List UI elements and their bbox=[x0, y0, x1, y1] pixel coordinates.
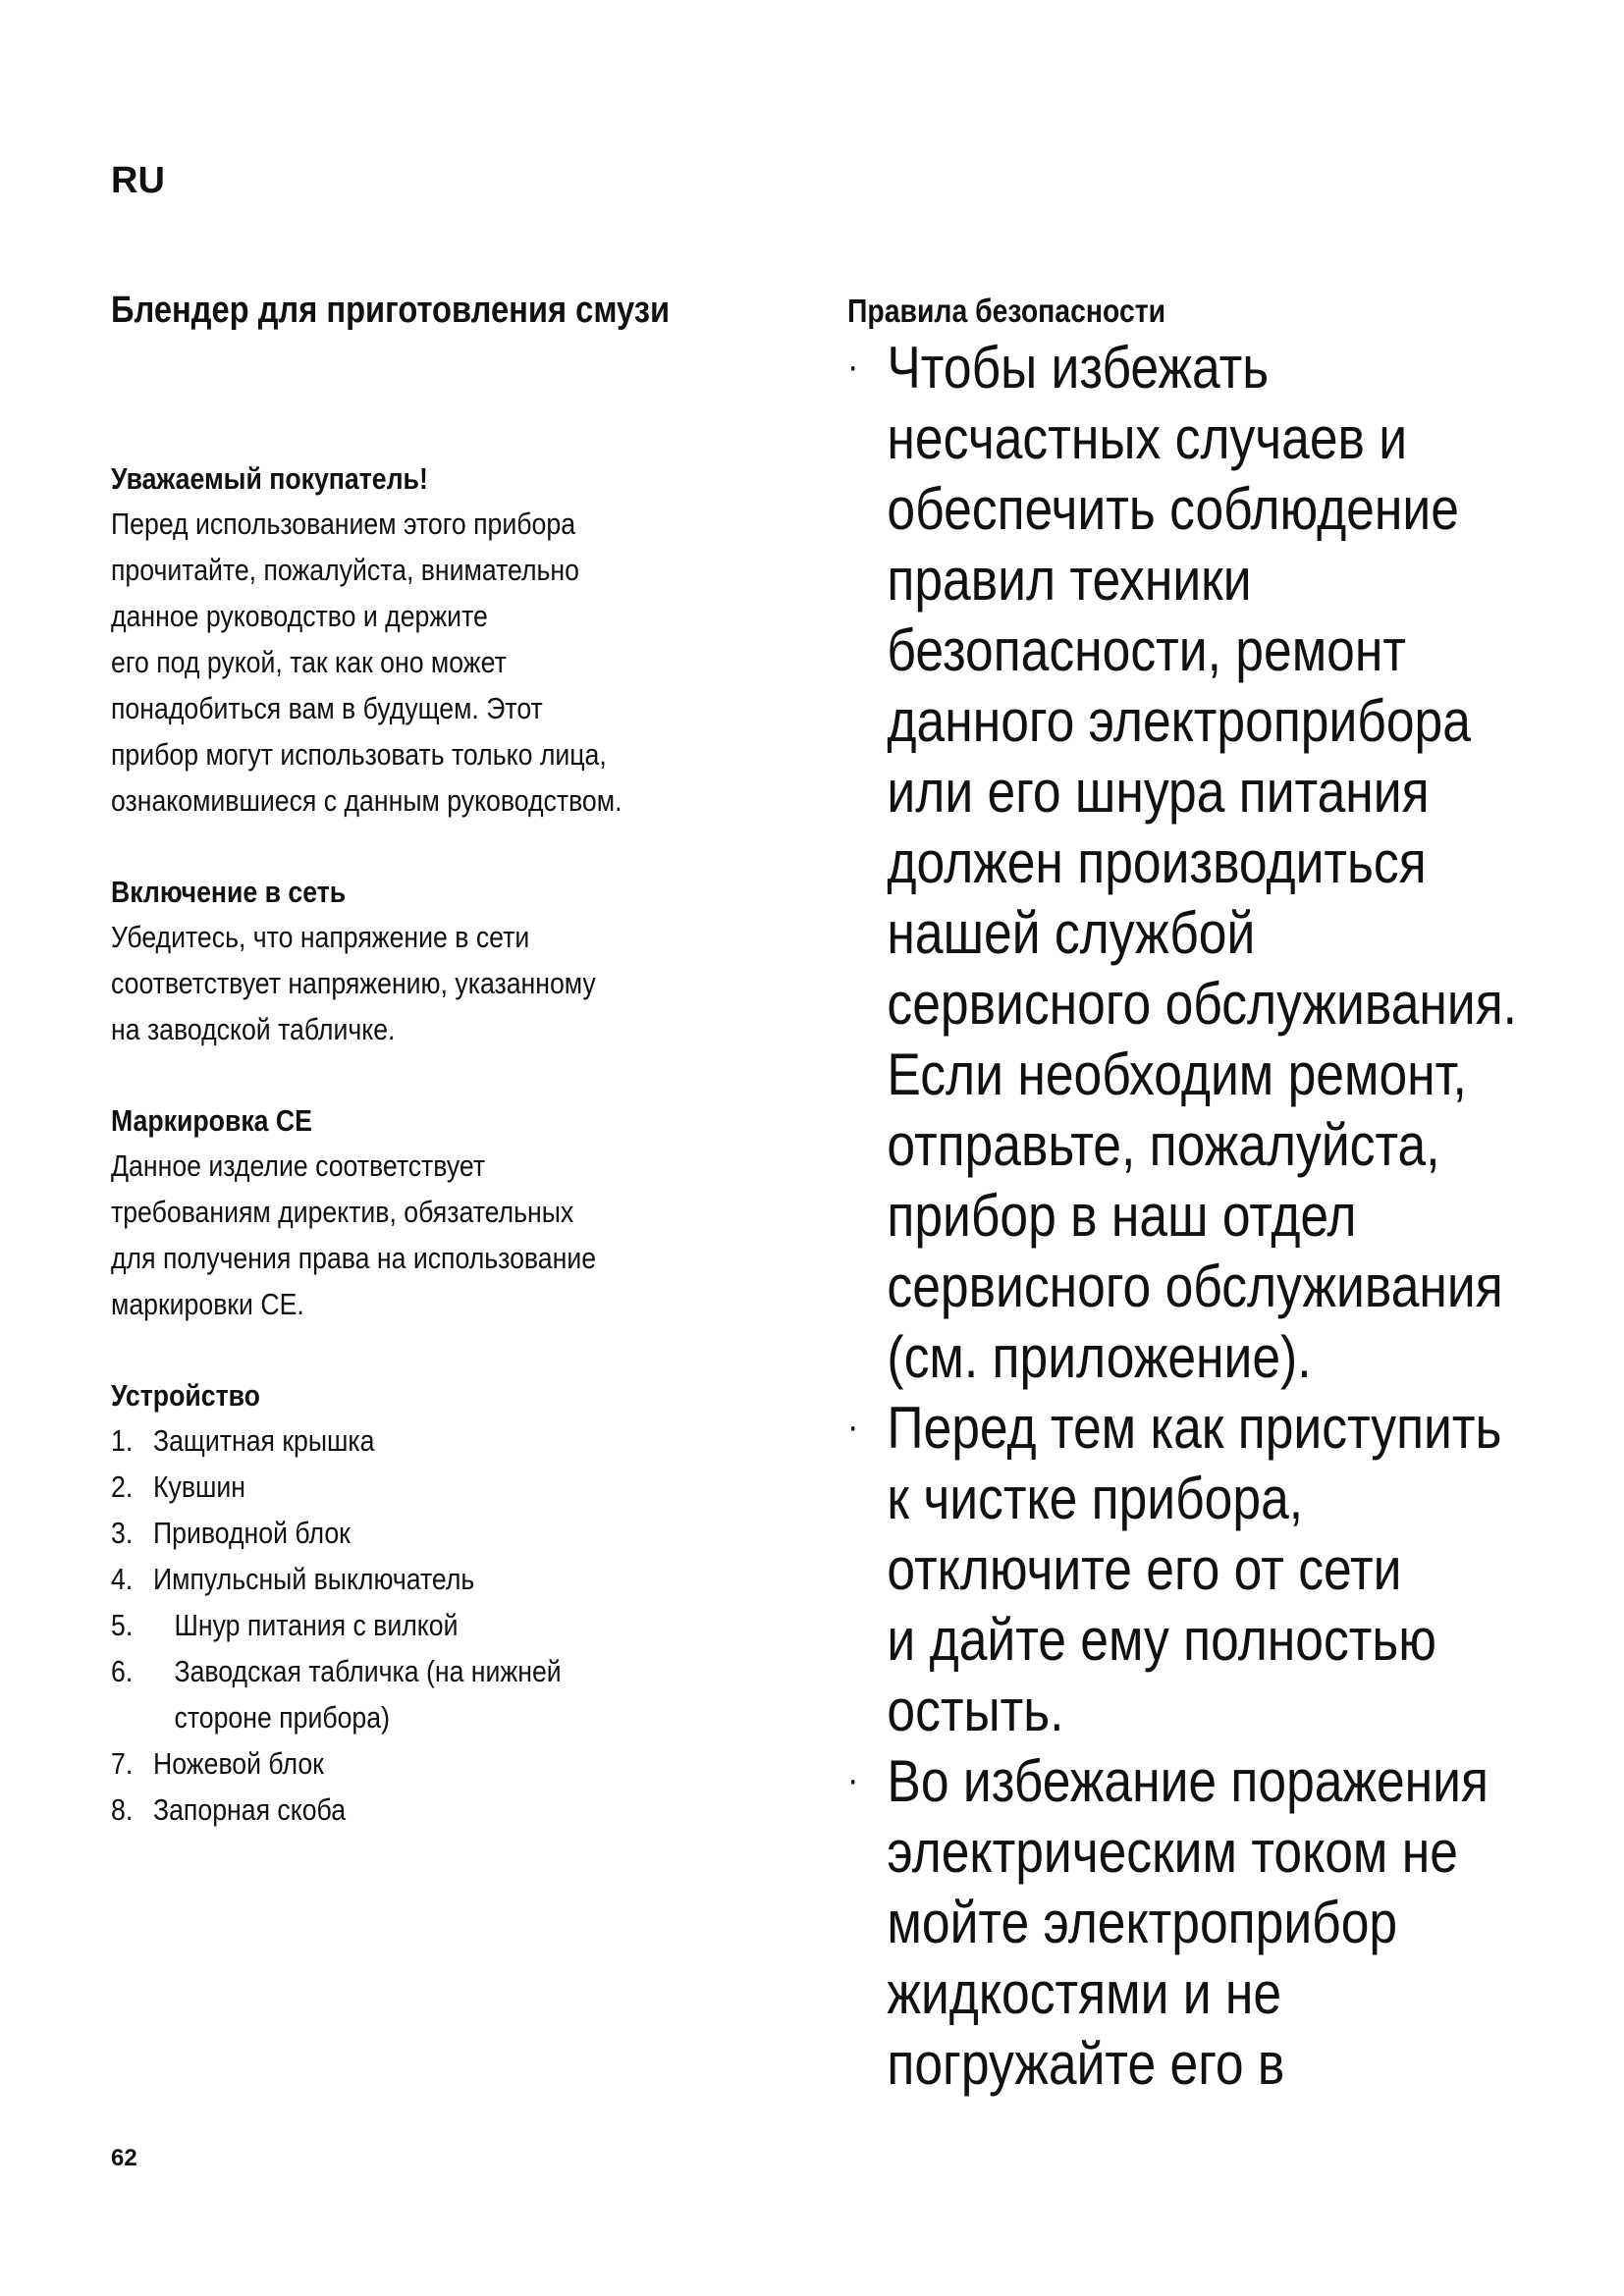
item-text: Ножевой блок bbox=[153, 1746, 324, 1781]
list-item bbox=[111, 1556, 753, 1602]
section-heading: Включение в сеть bbox=[111, 875, 347, 909]
list-item bbox=[111, 1417, 753, 1464]
section-body: Перед использованием этого прибора прочитайте, пожалуйста, внимательно данное руководство и держите его под рукой, так как оно может понадобиться вам в будущем. Этот прибор могут использовать только лица, ознакомившиеся с данным руководством. bbox=[111, 507, 623, 818]
safety-bullet-list bbox=[847, 333, 1607, 2100]
list-item bbox=[111, 1740, 753, 1787]
bullet-icon: · bbox=[847, 345, 859, 388]
section-body: Данное изделие соответствует требованиям директив, обязательных для получения права на использование маркировки CE. bbox=[111, 1148, 597, 1321]
device-parts-list bbox=[111, 1417, 753, 1833]
section-heading: Устройство bbox=[111, 1378, 260, 1413]
item-text: Заводская табличка (на нижней стороне прибора) bbox=[174, 1654, 562, 1735]
item-number: 4. bbox=[111, 1562, 134, 1596]
right-column bbox=[847, 290, 1624, 2100]
safety-heading: Правила безопасности bbox=[847, 293, 1166, 329]
right-column-content bbox=[847, 290, 1607, 2100]
list-item bbox=[111, 1510, 753, 1556]
section-power-connection bbox=[111, 871, 753, 1052]
item-text: Запорная скоба bbox=[153, 1792, 347, 1827]
bullet-icon: · bbox=[847, 1758, 859, 1801]
safety-bullet-item bbox=[847, 1746, 1607, 2100]
item-number: 3. bbox=[111, 1516, 134, 1550]
section-body: Убедитесь, что напряжение в сети соответствует напряжению, указанному на заводской табличке. bbox=[111, 920, 596, 1046]
section-heading: Уважаемый покупатель! bbox=[111, 461, 428, 496]
item-text: Шнур питания с вилкой bbox=[174, 1608, 459, 1642]
item-text: Кувшин bbox=[153, 1469, 246, 1504]
item-text: Защитная крышка bbox=[153, 1423, 375, 1458]
list-item bbox=[111, 1464, 753, 1510]
bullet-icon: · bbox=[847, 1405, 859, 1448]
bullet-text: Чтобы избежать несчастных случаев и обеспечить соблюдение правил техники безопасности, ремонт данного электроприбора или его шнура питания должен производиться нашей службой сервисного обслуживания. Если необходим ремонт, отправьте, пожалуйста, прибор в наш отдел сервисного обслуживания (см. приложение). bbox=[887, 335, 1517, 1390]
section-dear-customer bbox=[111, 457, 753, 824]
item-number: 6. bbox=[111, 1654, 134, 1688]
page-number: 62 bbox=[111, 2145, 137, 2171]
list-item bbox=[111, 1648, 753, 1740]
section-device bbox=[111, 1374, 753, 1833]
section-ce-marking bbox=[111, 1099, 753, 1327]
bullet-text: Перед тем как приступить к чистке прибора, отключите его от сети и дайте ему полностью остыть. bbox=[887, 1395, 1502, 1743]
item-text: Импульсный выключатель bbox=[153, 1562, 475, 1596]
list-item bbox=[111, 1787, 753, 1833]
document-title: Блендер для приготовления смузи bbox=[111, 290, 671, 331]
item-text: Приводной блок bbox=[153, 1516, 351, 1550]
item-number: 7. bbox=[111, 1746, 134, 1781]
left-column bbox=[111, 290, 857, 1833]
item-number: 5. bbox=[111, 1608, 134, 1642]
safety-bullet-item bbox=[847, 1393, 1607, 1746]
section-heading: Маркировка CE bbox=[111, 1103, 312, 1138]
list-item bbox=[111, 1602, 753, 1648]
left-column-content bbox=[111, 290, 753, 1833]
item-number: 8. bbox=[111, 1792, 134, 1827]
bullet-text: Во избежание поражения электрическим током не мойте электроприбор жидкостями и не погружайте его в bbox=[887, 1748, 1489, 2097]
safety-bullet-item bbox=[847, 333, 1607, 1393]
language-code: RU bbox=[111, 160, 165, 201]
item-number: 1. bbox=[111, 1423, 134, 1458]
item-number: 2. bbox=[111, 1469, 134, 1504]
